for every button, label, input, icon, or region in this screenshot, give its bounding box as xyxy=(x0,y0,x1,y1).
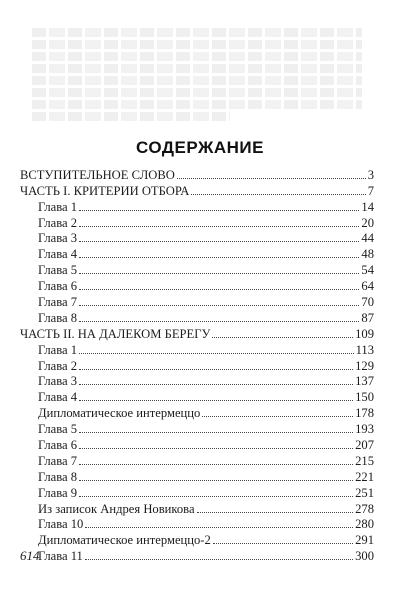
toc-entry-page: 70 xyxy=(361,295,374,310)
toc-entry xyxy=(20,261,374,277)
toc-entry-page: 87 xyxy=(361,310,374,325)
toc-entry-page: 215 xyxy=(355,453,374,468)
toc-entry-label: Из записок Андрея Новикова xyxy=(38,501,195,516)
toc-entry-label: ЧАСТЬ II. НА ДАЛЕКОМ БЕРЕГУ xyxy=(20,326,211,341)
toc-entry-page: 207 xyxy=(355,438,374,453)
page-number: 614 xyxy=(20,548,40,563)
toc-leader-dots xyxy=(197,511,354,513)
toc-leader-dots xyxy=(85,558,353,560)
toc-entry-page: 48 xyxy=(361,247,374,262)
ghost-line xyxy=(32,112,230,121)
toc-entry-label: Глава 1 xyxy=(38,342,78,357)
toc-entry-page: 3 xyxy=(367,167,374,182)
ghost-line xyxy=(32,76,362,85)
ghost-line xyxy=(32,40,362,49)
toc-entry xyxy=(20,516,374,532)
toc-entry-page: 20 xyxy=(361,215,374,230)
toc-entry-label: Глава 7 xyxy=(38,453,78,468)
toc-entry-page: 291 xyxy=(355,533,374,548)
toc-leader-dots xyxy=(79,383,353,385)
toc-entry xyxy=(20,341,374,357)
toc-entry-page: 109 xyxy=(355,326,374,341)
toc-entry-label: Глава 10 xyxy=(38,517,84,532)
ghost-line xyxy=(32,88,362,97)
toc-entry-page: 54 xyxy=(361,263,374,278)
toc-entry-page: 44 xyxy=(361,231,374,246)
toc-entry-label: Глава 11 xyxy=(38,549,83,564)
page-title: СОДЕРЖАНИЕ xyxy=(136,138,264,157)
toc-entry xyxy=(20,547,374,563)
toc-entry xyxy=(20,500,374,516)
toc-entry-label: Глава 2 xyxy=(38,358,78,373)
toc-entry-label: Глава 3 xyxy=(38,374,78,389)
toc-leader-dots xyxy=(79,447,353,449)
toc-entry-page: 280 xyxy=(355,517,374,532)
toc-leader-dots xyxy=(177,177,366,179)
toc-entry xyxy=(20,309,374,325)
toc-entry xyxy=(20,166,374,182)
toc-entry-label: Глава 2 xyxy=(38,215,78,230)
toc-leader-dots xyxy=(79,304,359,306)
ghost-line xyxy=(32,28,362,37)
toc-entry-page: 113 xyxy=(355,342,374,357)
toc-entry-label: Дипломатическое интермеццо xyxy=(38,406,201,421)
toc-entry xyxy=(20,245,374,261)
toc-entry-label: Глава 5 xyxy=(38,263,78,278)
toc-entry-label: ЧАСТЬ I. КРИТЕРИИ ОТБОРА xyxy=(20,183,190,198)
toc-entry-page: 251 xyxy=(355,485,374,500)
toc-leader-dots xyxy=(79,463,353,465)
toc-entry-label: Глава 9 xyxy=(38,485,78,500)
toc-entry-page: 129 xyxy=(355,358,374,373)
toc-entry-page: 193 xyxy=(355,422,374,437)
toc-leader-dots xyxy=(213,542,353,544)
toc-entry xyxy=(20,531,374,547)
toc-leader-dots xyxy=(191,193,365,195)
toc-entry xyxy=(20,277,374,293)
toc-entry xyxy=(20,404,374,420)
toc-entry xyxy=(20,293,374,309)
toc-entry xyxy=(20,198,374,214)
toc-leader-dots xyxy=(79,240,359,242)
toc-entry-page: 14 xyxy=(361,199,374,214)
toc-leader-dots xyxy=(79,209,359,211)
toc-entry-label: Глава 6 xyxy=(38,279,78,294)
ghost-line xyxy=(32,52,362,61)
toc-entry-page: 64 xyxy=(361,279,374,294)
toc-entry xyxy=(20,452,374,468)
toc-leader-dots xyxy=(79,272,359,274)
toc-entry xyxy=(20,230,374,246)
toc-leader-dots xyxy=(79,225,359,227)
toc-entry-page: 137 xyxy=(355,374,374,389)
toc-entry-label: ВСТУПИТЕЛЬНОЕ СЛОВО xyxy=(20,167,175,182)
toc-entry xyxy=(20,420,374,436)
toc-entry-page: 300 xyxy=(355,549,374,564)
bleed-through-text xyxy=(32,28,362,124)
table-of-contents xyxy=(20,166,374,563)
toc-entry-page: 7 xyxy=(367,183,374,198)
toc-entry-label: Глава 1 xyxy=(38,199,78,214)
toc-leader-dots xyxy=(79,320,359,322)
toc-entry-page: 278 xyxy=(355,501,374,516)
toc-entry-label: Глава 5 xyxy=(38,422,78,437)
toc-entry xyxy=(20,325,374,341)
toc-leader-dots xyxy=(212,336,353,338)
toc-leader-dots xyxy=(79,399,353,401)
toc-entry xyxy=(20,436,374,452)
toc-entry xyxy=(20,468,374,484)
toc-leader-dots xyxy=(79,352,354,354)
toc-entry-label: Дипломатическое интермеццо-2 xyxy=(38,533,211,548)
toc-entry-page: 221 xyxy=(355,469,374,484)
toc-leader-dots xyxy=(79,256,359,258)
toc-entry xyxy=(20,373,374,389)
toc-entry xyxy=(20,182,374,198)
toc-leader-dots xyxy=(79,431,353,433)
toc-entry-label: Глава 3 xyxy=(38,231,78,246)
toc-entry-label: Глава 8 xyxy=(38,310,78,325)
toc-leader-dots xyxy=(85,526,353,528)
toc-entry-label: Глава 8 xyxy=(38,469,78,484)
toc-entry xyxy=(20,214,374,230)
ghost-line xyxy=(32,100,362,109)
toc-entry-label: Глава 4 xyxy=(38,247,78,262)
toc-entry xyxy=(20,357,374,373)
toc-entry-page: 150 xyxy=(355,390,374,405)
toc-leader-dots xyxy=(79,495,353,497)
ghost-line xyxy=(32,64,362,73)
toc-leader-dots xyxy=(79,479,353,481)
toc-entry-label: Глава 7 xyxy=(38,295,78,310)
toc-entry-label: Глава 6 xyxy=(38,438,78,453)
toc-leader-dots xyxy=(79,288,359,290)
toc-entry-page: 178 xyxy=(355,406,374,421)
toc-leader-dots xyxy=(79,368,353,370)
toc-leader-dots xyxy=(202,415,353,417)
toc-entry xyxy=(20,484,374,500)
toc-entry xyxy=(20,388,374,404)
toc-entry-label: Глава 4 xyxy=(38,390,78,405)
